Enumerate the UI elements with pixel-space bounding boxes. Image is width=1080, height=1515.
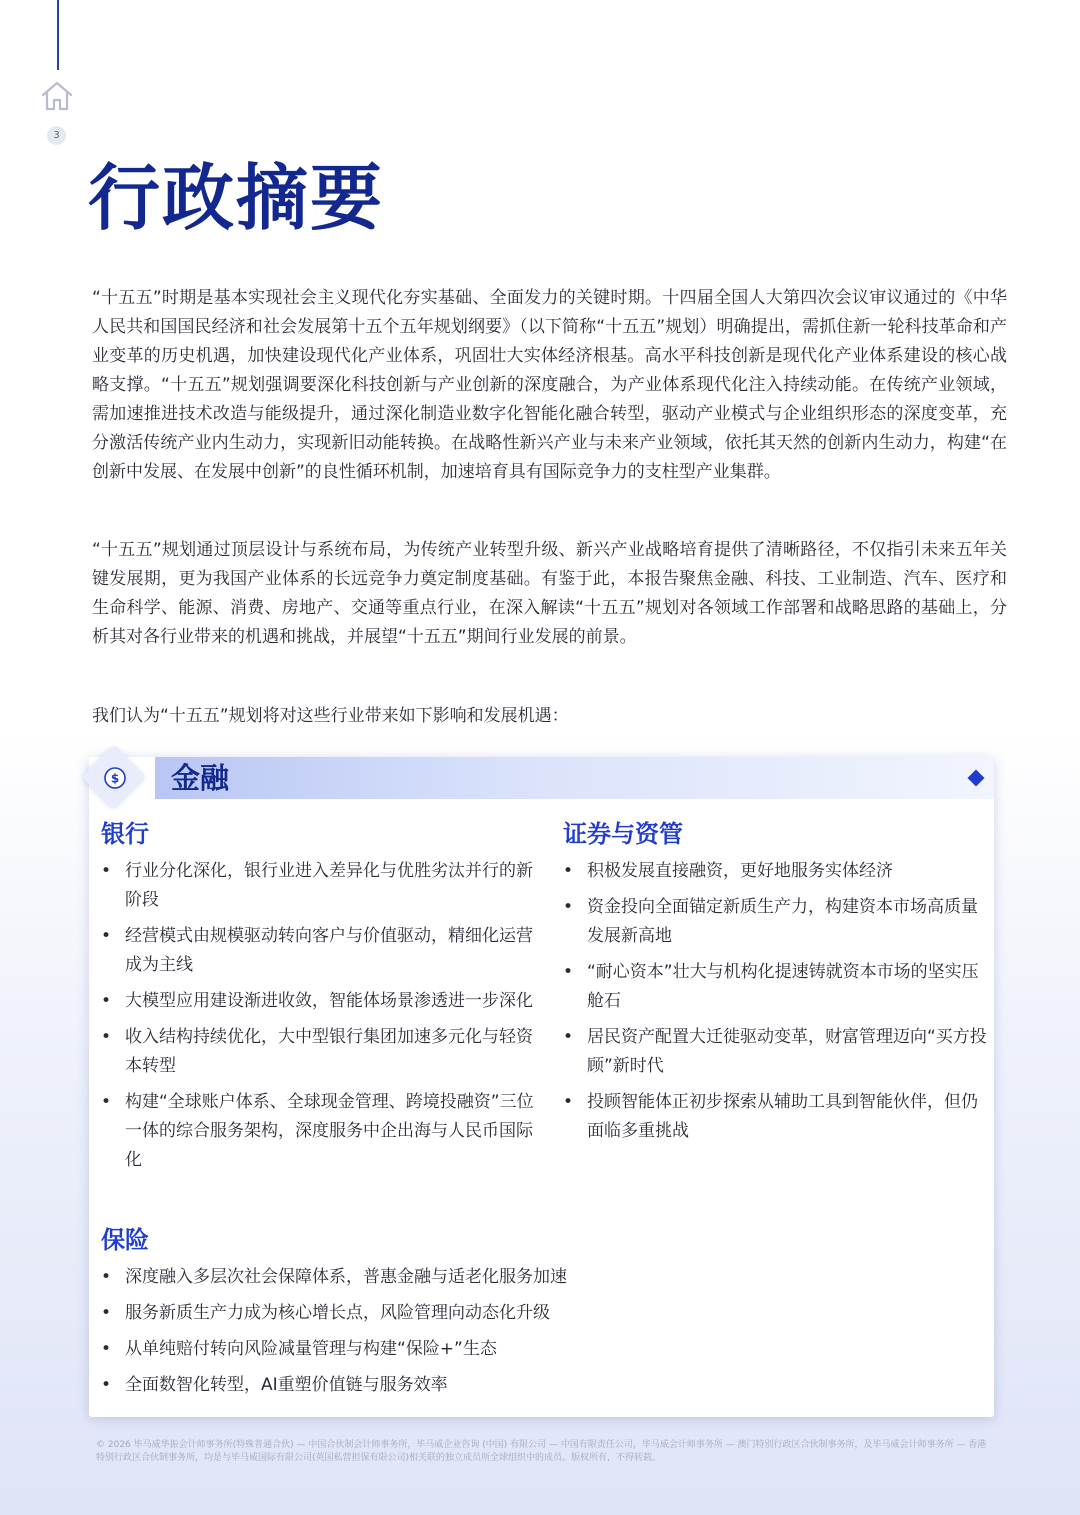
list-item: • 服务新质生产力成为核心增长点，风险管理向动态化升级 — [101, 1299, 981, 1328]
card-header-bar — [155, 757, 994, 799]
copyright-footer: © 2026 毕马威华振会计师事务所(特殊普通合伙) — 中国合伙制会计师事务所，毕马威企业咨询 (中国) 有限公司 — 中国有限责任公司，毕马威会计师事务所 — 澳门特别行政区合伙制事务所，及毕马威会计师事务所 — 香港特别行政区合伙制事务所，均是与毕马威国际有限公司(英国私营担保有限公司)相关联的独立成员所全球组织中的成员。版权所有，不得转载。 — [96, 1440, 987, 1463]
svg-text:$: $ — [110, 771, 120, 786]
diamond-icon — [968, 770, 985, 787]
intro-paragraph-3: 我们认为“十五五”规划将对这些行业带来如下影响和发展机遇： — [92, 706, 569, 726]
banking-title: 银行 — [101, 820, 149, 848]
list-item: • 经营模式由规模驱动转向客户与价值驱动，精细化运营成为主线 — [101, 922, 541, 980]
insurance-list — [101, 1263, 981, 1407]
list-item: • 居民资产配置大迁徙驱动变革，财富管理迈向“买方投顾”新时代 — [563, 1023, 988, 1081]
top-accent-line — [57, 0, 59, 70]
securities-title: 证券与资管 — [563, 820, 683, 848]
banking-list — [101, 857, 541, 1182]
page-title: 行政摘要 — [88, 156, 385, 240]
list-item: • 构建“全球账户体系、全球现金管理、跨境投融资”三位一体的综合服务架构，深度服务中企出海与人民币国际化 — [101, 1088, 541, 1175]
list-item: • 投顾智能体正初步探索从辅助工具到智能伙伴，但仍面临多重挑战 — [563, 1088, 988, 1146]
list-item: • 收入结构持续优化，大中型银行集团加速多元化与轻资本转型 — [101, 1023, 541, 1081]
intro-paragraph-1: “十五五”时期是基本实现社会主义现代化夯实基础、全面发力的关键时期。十四届全国人大第四次会议审议通过的《中华人民共和国国民经济和社会发展第十五个五年规划纲要》（以下简称“十五五”规划）明确提出，需抓住新一轮科技革命和产业变革的历史机遇，加快建设现代化产业体系，巩固壮大实体经济根基。高水平科技创新是现代化产业体系建设的核心战略支撑。“十五五”规划强调要深化科技创新与产业创新的深度融合，为产业体系现代化注入持续动能。在传统产业领域，需加速推进技术改造与能级提升，通过深化制造业数字化智能化融合转型，驱动产业模式与企业组织形态的深度变革，充分激活传统产业内生动力，实现新旧动能转换。在战略性新兴产业与未来产业领域，依托其天然的创新内生动力，构建“在创新中发展、在发展中创新”的良性循环机制，加速培育具有国际竞争力的支柱型产业集群。 — [92, 288, 1007, 482]
list-item: • 大模型应用建设渐进收敛，智能体场景渗透进一步深化 — [101, 987, 541, 1016]
list-item: • 积极发展直接融资，更好地服务实体经济 — [563, 857, 988, 886]
dollar-coin-icon — [101, 764, 129, 792]
list-item: • 深度融入多层次社会保障体系，普惠金融与适老化服务加速 — [101, 1263, 981, 1292]
home-icon[interactable] — [40, 80, 74, 112]
page-number: 3 — [47, 126, 66, 145]
list-item: • “耐心资本”壮大与机构化提速铸就资本市场的坚实压舱石 — [563, 958, 988, 1016]
insurance-title: 保险 — [101, 1226, 149, 1254]
securities-list — [563, 857, 988, 1153]
list-item: • 从单纯赔付转向风险减量管理与构建“保险+”生态 — [101, 1335, 981, 1364]
finance-card — [89, 757, 994, 1417]
card-title: 金融 — [171, 761, 230, 795]
list-item: • 行业分化深化，银行业进入差异化与优胜劣汰并行的新阶段 — [101, 857, 541, 915]
intro-paragraph-2: “十五五”规划通过顶层设计与系统布局，为传统产业转型升级、新兴产业战略培育提供了清晰路径，不仅指引未来五年关键发展期，更为我国产业体系的长远竞争力奠定制度基础。有鉴于此，本报告聚焦金融、科技、工业制造、汽车、医疗和生命科学、能源、消费、房地产、交通等重点行业，在深入解读“十五五”规划对各领域工作部署和战略思路的基础上，分析其对各行业带来的机遇和挑战，并展望“十五五”期间行业发展的前景。 — [92, 540, 1007, 647]
list-item: • 资金投向全面锚定新质生产力，构建资本市场高质量发展新高地 — [563, 893, 988, 951]
list-item: • 全面数智化转型，AI重塑价值链与服务效率 — [101, 1371, 981, 1400]
